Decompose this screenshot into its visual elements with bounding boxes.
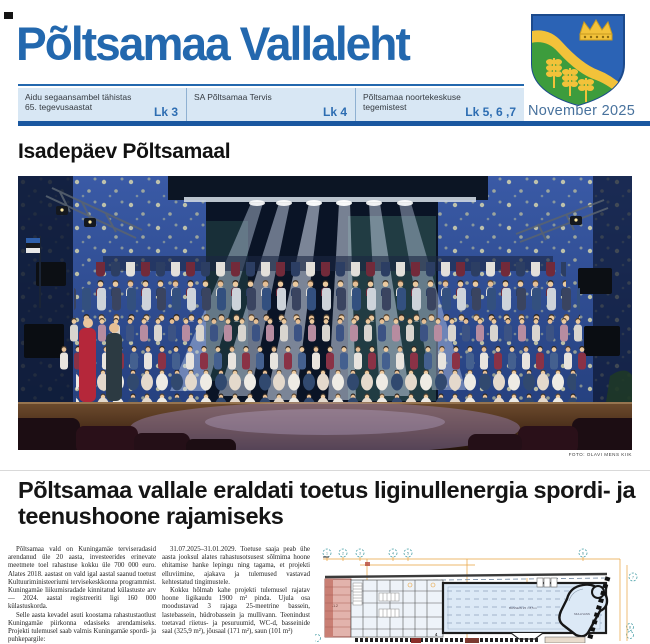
teaser-page-ref: Lk 5, 6 ,7 [465, 105, 516, 119]
body-paragraph: Kokku hõlmab kahe projekti tulemusel rajatav hoone ligikaudu 1900 m² pinda. Ujula osa moodustavad 3 rajaga 25-meetrine bassein, lastebassein, hüdrobassein ja mullivann. Teenindust toetavad riietus- ja pesuruumid, WC-d, basseinide saal (325,9 m²), jõusaal (171 m²), saun (101 m²) [162, 587, 310, 636]
teaser-item-2 [186, 88, 355, 121]
body-column-1 [8, 546, 156, 644]
speaker-right-top [578, 268, 612, 294]
print-registration-mark [4, 12, 13, 19]
speaker-left-bottom [24, 324, 64, 358]
section-divider [0, 470, 650, 471]
grid-number: 7 [632, 575, 634, 580]
teaser-text: Aidu segaansambel tähistas 65. tegevusaastat [25, 92, 132, 112]
valance-white-strip [184, 197, 476, 202]
crown-icon [580, 20, 612, 40]
stage-valance [168, 176, 488, 200]
level-label: -1.2 [332, 604, 338, 608]
grid-number: 1 [326, 551, 328, 556]
teaser-page-ref: Lk 3 [153, 105, 178, 119]
teaser-item-1 [18, 88, 186, 121]
leisure-pool-label: MULLIVANN [574, 612, 590, 616]
dim-marker [365, 562, 370, 566]
teaser-text: SA Põltsamaa Tervis [194, 92, 272, 102]
photo-credit: FOTO: OLAVI MENS KIIK [568, 452, 632, 457]
stage-lights-right [570, 216, 582, 225]
grid-number: 3 [359, 551, 361, 556]
body-column-2 [162, 546, 310, 636]
body-paragraph: Selle aasta kevadel asuti koostama rahastustaotlust Kuningamäe piirkonna edasiseks arendamiseks. Projekti tulemusel saab valmis Kuningamäe spordi- ja puhkepargile: [8, 611, 156, 644]
stage-edge-line [18, 402, 632, 404]
teaser-text: Põltsamaa noortekeskuse tegemistest [363, 92, 461, 112]
masthead-rule [18, 84, 524, 86]
left-wing-block [325, 579, 351, 637]
grid-number: 6 [582, 551, 584, 556]
grid-number: 4 [392, 551, 394, 556]
coat-of-arms [528, 12, 628, 108]
room-number: 4 [435, 632, 438, 637]
lead-headline: Isadepäev Põltsamaal [18, 140, 231, 163]
body-paragraph: 31.07.2025–31.01.2029. Toetuse saaja peab ühe aasta jooksul alates rahastusotsusest sõlmima hoone ehitamise hanke lepingu ning tagama, et projekti elluviimine, ajakava ja tulemused vastavad kehtestatud tingimustele. [162, 546, 310, 586]
teaser-bar [18, 88, 524, 121]
issue-date: November 2025 [528, 103, 636, 119]
newspaper-title: Põltsamaa Vallaleht [16, 17, 409, 70]
teaser-item-3 [355, 88, 524, 121]
body-paragraph: Põltsamaa vald on Kuningamäe terviseradasid arendanud üle 20 aasta, investeerides erinevate meetmete toel rahastuse kokku üle 700 000 euro. Alates 2018. aastast on vald igal aastal saanud toetust Kultuuriministeeriumi tervisekeskkonna programmist. Kuningamäe liikumisradade kinnitatud külastuste arv — 2024. aastal registreeriti ligi 160 000 külastuskorda. [8, 546, 156, 611]
pool-label: BASSEIN 25 × 8,5 m [508, 606, 538, 610]
grid-number: 5 [407, 551, 409, 556]
grid-number: 2 [342, 551, 344, 556]
crowd [60, 262, 592, 402]
floor-highlight [205, 409, 445, 435]
window-row [537, 578, 557, 587]
lead-photo [18, 176, 632, 450]
service-rooms [351, 580, 443, 637]
second-headline: Põltsamaa vallale eraldati toetus liginullenergia spordi- ja teenushoone rajamiseks [18, 477, 636, 529]
floorplan-drawing [315, 545, 650, 643]
navy-divider-bar [18, 121, 650, 126]
grid-number: 8 [629, 625, 631, 630]
teaser-page-ref: Lk 4 [322, 105, 347, 119]
